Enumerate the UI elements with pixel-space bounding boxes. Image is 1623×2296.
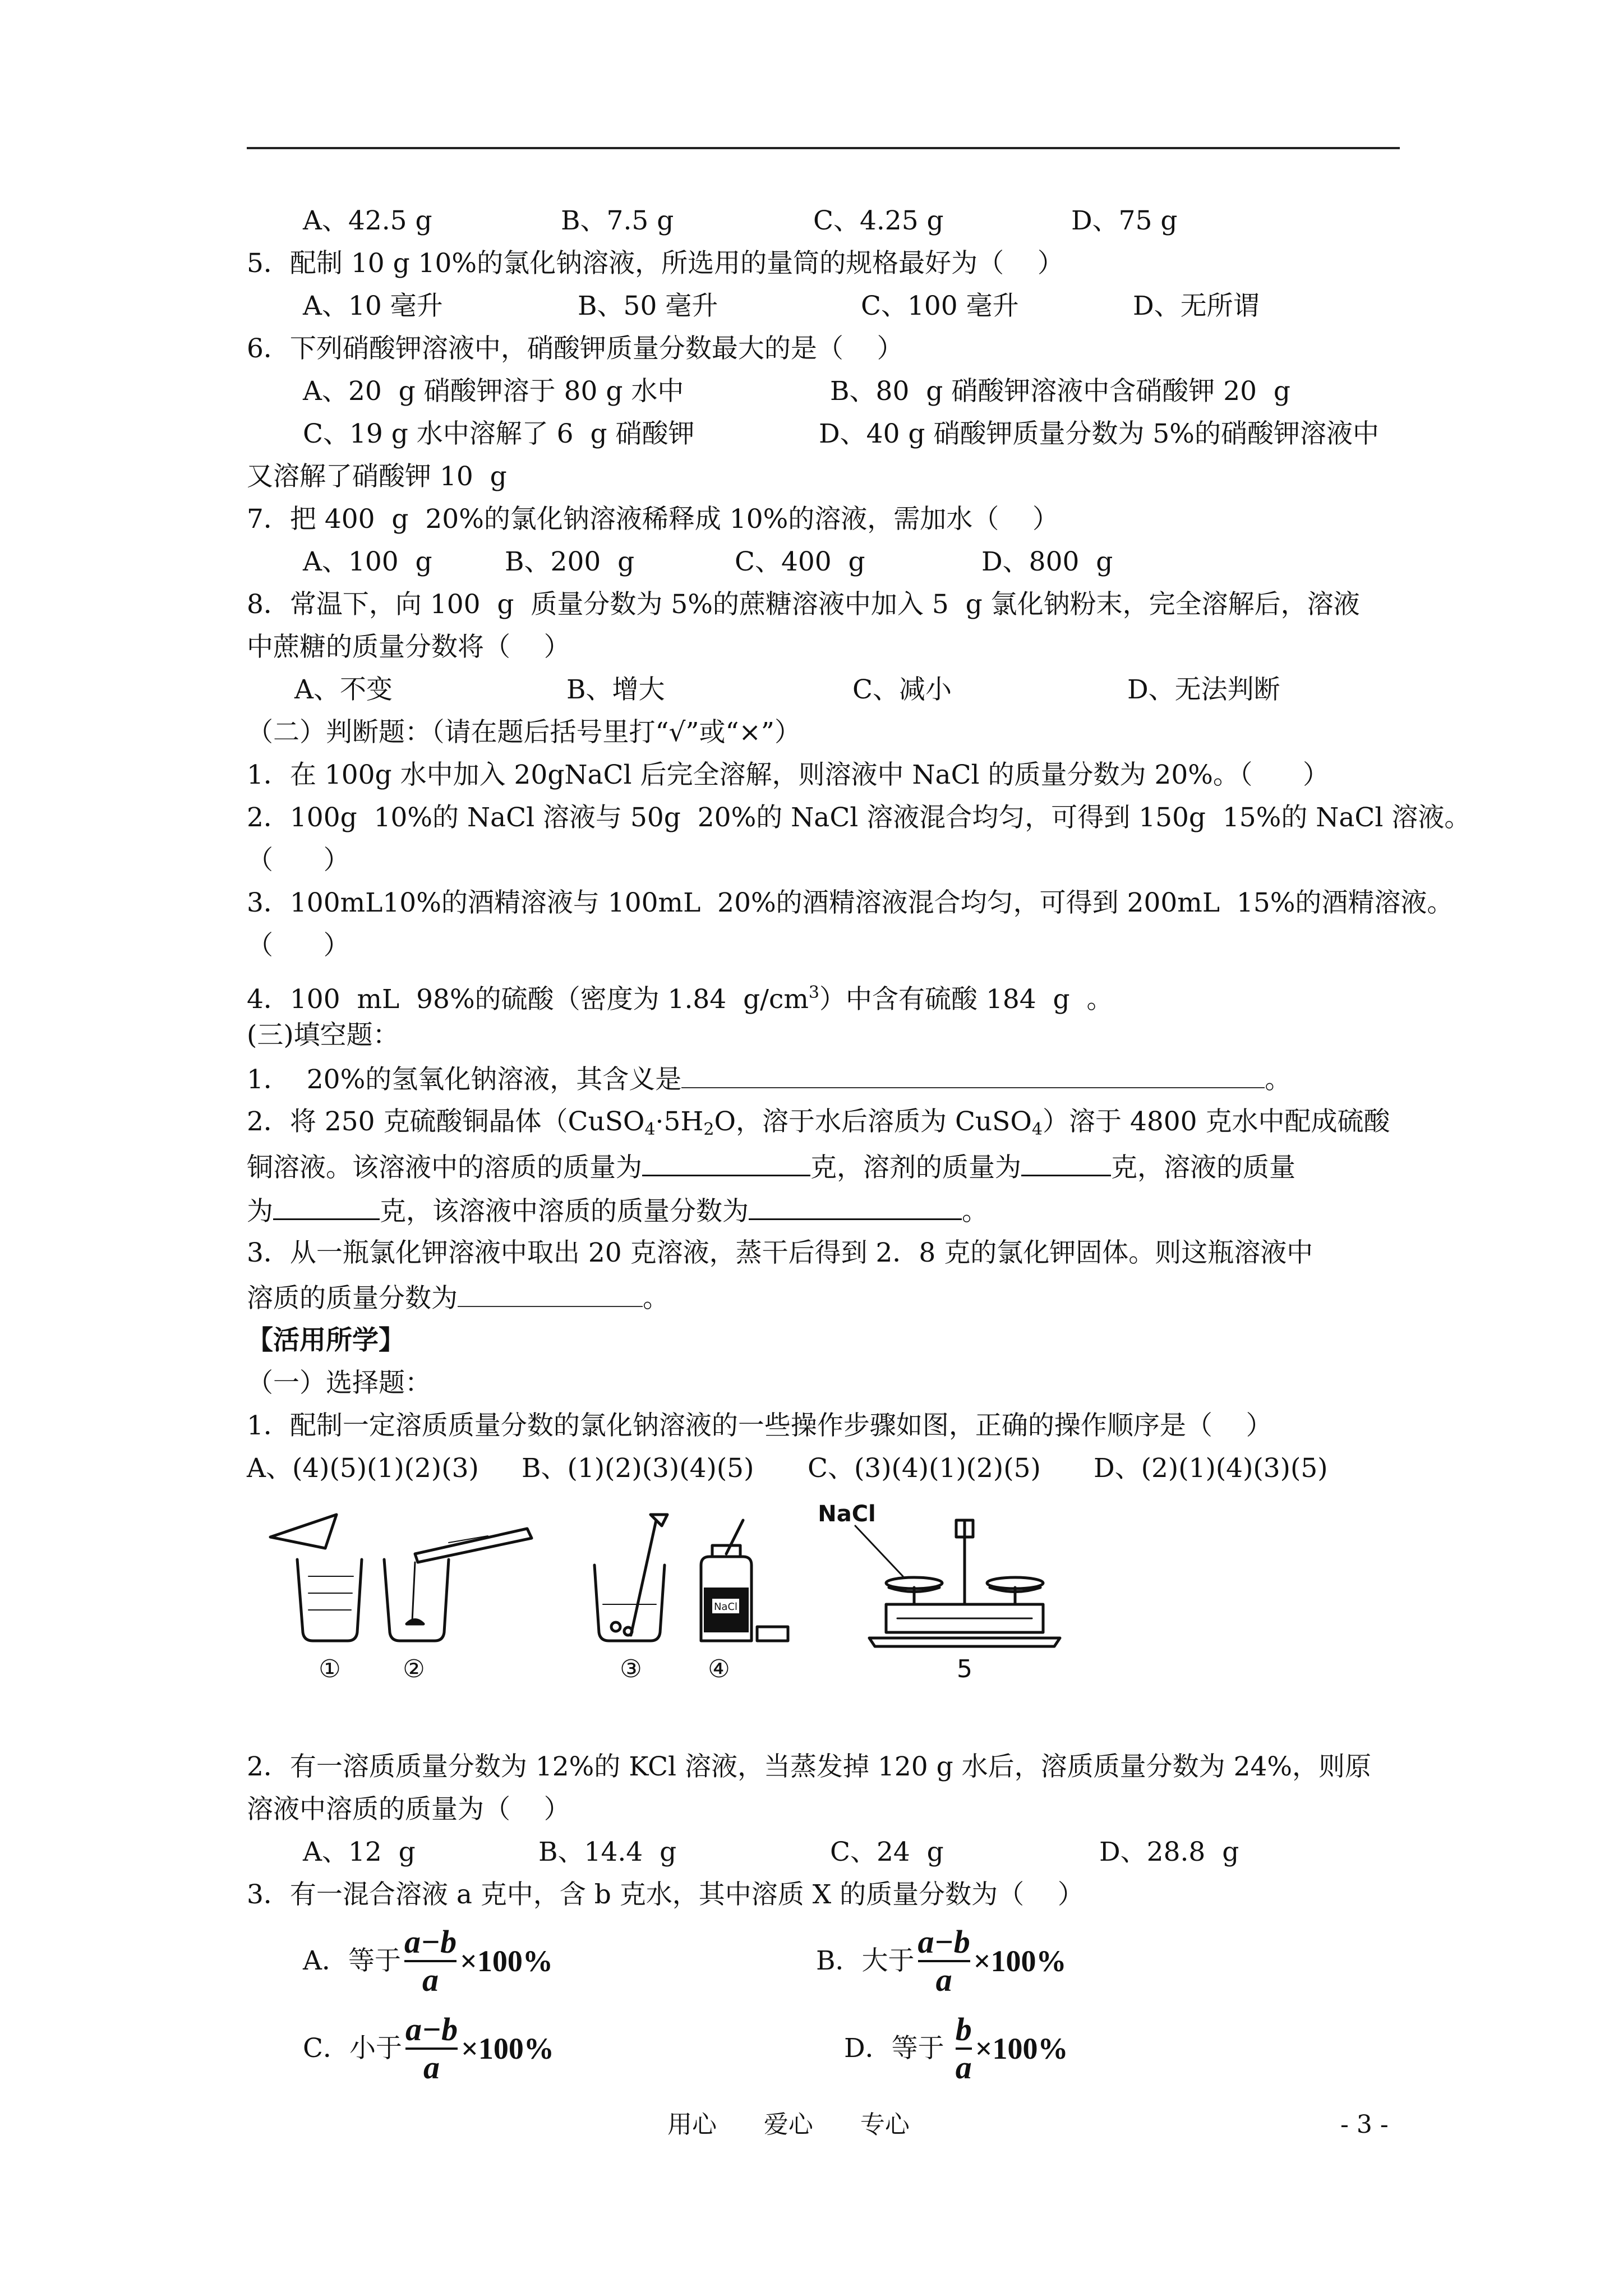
apply-q2-option-c: C、24 g	[830, 1837, 944, 1867]
step3-beaker-stir	[594, 1515, 667, 1641]
q6-option-b: B、80 g 硝酸钾溶液中含硝酸钾 20 g	[830, 376, 1290, 407]
apply-subheading: （一）选择题：	[247, 1368, 431, 1398]
prev-q4-option-b: B、7.5 g	[561, 205, 674, 236]
lab-steps-figure	[264, 1503, 1077, 1728]
judge-q4-part1: 4．100 mL 98%的硫酸（密度为 1.84 g/cm	[247, 984, 809, 1015]
apply-q1-option-a: A、(4)(5)(1)(2)(3)	[247, 1453, 479, 1484]
judge-q4	[247, 977, 1113, 1015]
q8-option-d: D、无法判断	[1127, 674, 1280, 705]
fill-q2-line2	[247, 1150, 1295, 1184]
judge-q2-line1: 2．100g 10%的 NaCl 溶液与 50g 20%的 NaCl 溶液混合均匀，可得到 150g 15%的 NaCl 溶液。	[247, 802, 1471, 833]
fill-q2-fraction-label: 克，该溶液中溶质的质量分数为	[380, 1196, 749, 1227]
apply-q2-option-b: B、14.4 g	[538, 1837, 677, 1867]
apply-q1-option-b: B、(1)(2)(3)(4)(5)	[522, 1453, 754, 1484]
apply-q3-option-d-fraction	[956, 2012, 972, 2086]
apply-q1-option-d: D、(2)(1)(4)(3)(5)	[1094, 1453, 1328, 1484]
q6-option-a: A、20 g 硝酸钾溶于 80 g 水中	[303, 376, 684, 407]
q6-option-c: C、19 g 水中溶解了 6 g 硝酸钾	[303, 418, 695, 449]
apply-q2-line1: 2．有一溶质质量分数为 12%的 KCl 溶液，当蒸发掉 120 g 水后，溶质质量分数为 24%，则原	[247, 1751, 1372, 1782]
apply-q3-option-c-fraction	[405, 2012, 458, 2086]
header-rule	[247, 147, 1400, 149]
apply-q3-option-b	[816, 1924, 1066, 1998]
q6-stem: 6．下列硝酸钾溶液中，硝酸钾质量分数最大的是（ ）	[247, 333, 903, 364]
apply-q3-option-b-fraction	[918, 1924, 970, 1998]
apply-q3-option-d-pct: ×100%	[975, 2032, 1068, 2065]
fill-q3-prefix: 溶质的质量分数为	[247, 1283, 458, 1314]
step5-balance	[855, 1520, 1060, 1646]
apply-q3-stem: 3．有一混合溶液 a 克中，含 b 克水，其中溶质 X 的质量分数为（ ）	[247, 1879, 1084, 1910]
fill-q3-line1: 3．从一瓶氯化钾溶液中取出 20 克溶液，蒸干后得到 2．8 克的氯化钾固体。则这瓶溶液中	[247, 1237, 1313, 1268]
judge-q3-line1: 3．100mL10%的酒精溶液与 100mL 20%的酒精溶液混合均匀，可得到 200mL 15%的酒精溶液。	[247, 887, 1454, 918]
q7-option-b: B、200 g	[505, 546, 635, 577]
fraction-numerator: a−b	[917, 1924, 970, 1960]
step3-label: ③	[620, 1655, 642, 1683]
fill-q2-text-c: O，溶于水后溶质为 CuSO	[714, 1106, 1032, 1137]
q5-option-c: C、100 毫升	[861, 291, 1019, 321]
apply-q3-option-a-fraction	[404, 1924, 457, 1998]
apply-q3-option-b-pct: ×100%	[973, 1944, 1067, 1978]
fill-q1-blank[interactable]	[681, 1062, 1265, 1088]
fill-q2-solvent-blank[interactable]	[1021, 1150, 1111, 1176]
fill-q2-sub1: 4	[644, 1120, 656, 1139]
judge-q2-bracket: （ ）	[247, 845, 350, 876]
fill-heading: (三)填空题：	[247, 1020, 399, 1051]
judge-q4-part2: ）中含有硫酸 184 g 。	[819, 984, 1113, 1015]
q8-stem-line2: 中蔗糖的质量分数将（ ）	[247, 632, 570, 662]
fraction-numerator: b	[955, 2011, 972, 2047]
q5-stem: 5．配制 10 g 10%的氯化钠溶液，所选用的量筒的规格最好为（ ）	[247, 248, 1064, 279]
fill-q2-text-a: 2．将 250 克硫酸铜晶体（CuSO	[247, 1106, 645, 1137]
q5-option-b: B、50 毫升	[578, 291, 718, 321]
fill-q2-solution-label: 克，溶液的质量	[1111, 1152, 1295, 1183]
judge-q4-sup: 3	[808, 983, 819, 1002]
q5-option-a: A、10 毫升	[303, 291, 443, 321]
prev-q4-option-a: A、42.5 g	[303, 205, 432, 236]
q6-option-d-continuation: 又溶解了硝酸钾 10 g	[247, 461, 507, 492]
apply-q3-option-a	[303, 1924, 553, 1998]
fraction-numerator: a−b	[404, 1924, 457, 1960]
apply-q2-line2: 溶液中溶质的质量为（ ）	[247, 1794, 570, 1825]
fill-q2-line3	[247, 1194, 988, 1227]
q8-option-c: C、减小	[852, 674, 952, 705]
q7-stem: 7．把 400 g 20%的氯化钠溶液稀释成 10%的溶液，需加水（ ）	[247, 504, 1059, 535]
fraction-denominator: a	[955, 2049, 972, 2086]
apply-q1-stem: 1．配制一定溶质质量分数的氯化钠溶液的一些操作步骤如图，正确的操作顺序是（ ）	[247, 1410, 1272, 1441]
apply-q3-option-a-pct: ×100%	[460, 1944, 553, 1978]
apply-q3-option-a-label: A．等于	[303, 1945, 401, 1976]
q8-stem-line1: 8．常温下，向 100 g 质量分数为 5%的蔗糖溶液中加入 5 g 氯化钠粉末，完全溶解后，溶液	[247, 589, 1360, 620]
fraction-numerator: a−b	[405, 2011, 458, 2047]
judge-heading: （二）判断题：（请在题后括号里打“√”或“×”）	[247, 717, 801, 748]
fill-q2-solute-label: 铜溶液。该溶液中的溶质的质量为	[247, 1152, 642, 1183]
fill-q1	[247, 1062, 1291, 1096]
judge-q1: 1．在 100g 水中加入 20gNaCl 后完全溶解，则溶液中 NaCl 的质量分数为 20%。（ ）	[247, 760, 1330, 790]
svg-text:NaCl: NaCl	[713, 1601, 738, 1613]
fill-q2-sub2: 2	[703, 1120, 714, 1139]
apply-heading: 【活用所学】	[247, 1325, 405, 1356]
fill-q3-line2	[247, 1281, 669, 1314]
q7-option-c: C、400 g	[735, 546, 865, 577]
prev-q4-option-d: D、75 g	[1071, 205, 1178, 236]
q6-option-d: D、40 g 硝酸钾质量分数为 5%的硝酸钾溶液中	[819, 418, 1379, 449]
q7-option-d: D、800 g	[981, 546, 1113, 577]
fill-q3-suffix: 。	[643, 1283, 669, 1314]
fraction-denominator: a	[423, 2049, 440, 2086]
step1-beaker-funnel	[270, 1515, 362, 1641]
step2-beaker-pour	[384, 1529, 532, 1641]
fill-q1-suffix: 。	[1265, 1064, 1292, 1095]
fill-q2-sub3: 4	[1031, 1120, 1043, 1139]
balance-nacl-label: NaCl	[818, 1503, 876, 1527]
step2-label: ②	[403, 1655, 425, 1683]
fill-q2-line3-suffix: 。	[962, 1196, 988, 1227]
fill-q2-solvent-label: 克，溶剂的质量为	[810, 1152, 1021, 1183]
page-number: - 3 -	[1340, 2110, 1389, 2139]
footer-motto: 用心 爱心 专心	[667, 2110, 910, 2139]
fraction-denominator: a	[422, 1962, 439, 1998]
prev-q4-option-c: C、4.25 g	[813, 205, 944, 236]
fill-q2-solute-blank[interactable]	[642, 1150, 810, 1176]
fill-q2-line1	[247, 1106, 1390, 1145]
q8-option-b: B、增大	[566, 674, 665, 705]
step5-label: 5	[957, 1655, 972, 1683]
apply-q3-option-c-label: C．小于	[303, 2033, 402, 2064]
apply-q3-option-c-pct: ×100%	[461, 2032, 554, 2065]
fraction-denominator: a	[935, 1962, 952, 1998]
apply-q3-option-c	[303, 2012, 554, 2086]
step4-bottle	[701, 1520, 788, 1641]
fill-q3-blank[interactable]	[458, 1281, 643, 1307]
apply-q3-option-d-label: D．等于	[844, 2033, 944, 2064]
q7-option-a: A、100 g	[303, 546, 432, 577]
fill-q2-text-d: ）溶于 4800 克水中配成硫酸	[1043, 1106, 1390, 1137]
step1-label: ①	[319, 1655, 341, 1683]
apply-q1-option-c: C、(3)(4)(1)(2)(5)	[808, 1453, 1041, 1484]
judge-q3-bracket: （ ）	[247, 930, 350, 961]
fill-q2-text-b: ·5H	[655, 1106, 704, 1137]
q8-option-a: A、不变	[294, 674, 393, 705]
apply-q2-option-d: D、28.8 g	[1099, 1837, 1239, 1867]
apply-q2-option-a: A、12 g	[303, 1837, 416, 1867]
step4-label: ④	[708, 1655, 730, 1683]
q5-option-d: D、无所谓	[1133, 291, 1260, 321]
fill-q2-solution-blank[interactable]	[273, 1194, 380, 1220]
apply-q3-option-b-label: B．大于	[816, 1945, 915, 1976]
fill-q1-prefix: 1． 20%的氢氧化钠溶液，其含义是	[247, 1064, 682, 1095]
fill-q2-fraction-blank[interactable]	[749, 1194, 962, 1220]
fill-q2-line3-prefix: 为	[247, 1196, 273, 1227]
apply-q3-option-d	[844, 2012, 1068, 2086]
